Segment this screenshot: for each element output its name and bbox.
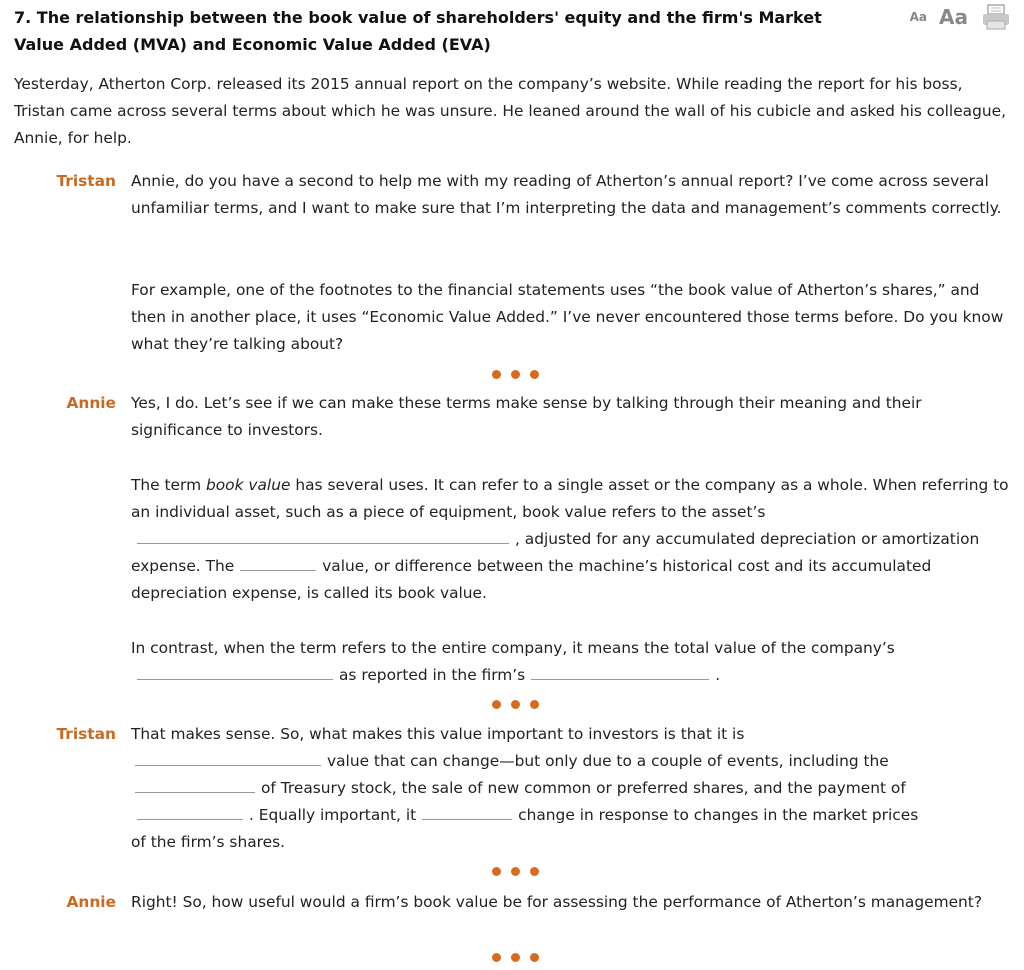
intro-paragraph: Yesterday, Atherton Corp. released its 2015 annual report on the company’s website. While reading the report for his boss, Tristan came across several terms about which he was unsure. He leaned around the wall of his cubicle and asked his colleague, Annie, for help. [14, 75, 1006, 147]
asset-adjusted-value-blank[interactable] [240, 556, 316, 571]
speaker-annie: Annie [66, 893, 116, 911]
financial-statement-blank[interactable] [531, 665, 709, 680]
asset-value-blank[interactable] [137, 529, 509, 544]
company-value-blank[interactable] [137, 665, 333, 680]
annie-paragraph-3: In contrast, when the term refers to the entire company, it means the total value of the company’sas reported in the firm’s . [131, 639, 895, 684]
increase-font-button[interactable]: Aa [939, 5, 968, 29]
ellipsis-separator [492, 370, 542, 380]
market-change-blank[interactable] [422, 805, 512, 820]
annie-paragraph-2: The term book value has several uses. It can refer to a single asset or the company as a whole. When referring to an individual asset, such as a piece of equipment, book value refers to the asset’s, adjusted for any accumulated depreciation or amortization expense. The value, or difference between the machine’s historical cost and its accumulated depreciation expense, is called its book value. [131, 476, 1009, 602]
ellipsis-separator [492, 700, 542, 710]
treasury-stock-action-blank[interactable] [135, 778, 255, 793]
ellipsis-separator [492, 867, 542, 877]
decrease-font-button[interactable]: Aa [909, 10, 928, 24]
speaker-annie: Annie [66, 394, 116, 412]
question-title: 7. The relationship between the book value of shareholders' equity and the firm's Market Value Added (MVA) and Economic Value Added (EVA) [14, 8, 822, 54]
annie-paragraph-4: Right! So, how useful would a firm’s book value be for assessing the performance of Atherton’s management? [131, 893, 983, 911]
printer-icon[interactable] [982, 4, 1010, 30]
book-value-term: book value [205, 476, 291, 494]
payment-of-blank[interactable] [137, 805, 243, 820]
annie-paragraph-1: Yes, I do. Let’s see if we can make these terms make sense by talking through their meaning and their significance to investors. [131, 394, 922, 439]
toolbar [910, 4, 1010, 30]
tristan-paragraph-1: Annie, do you have a second to help me with my reading of Atherton’s annual report? I’ve come across several unfamiliar terms, and I want to make sure that I’m interpreting the data and management’s comments correctly. [131, 172, 1002, 217]
tristan-paragraph-2: For example, one of the footnotes to the financial statements uses “the book value of Atherton’s shares,” and then in another place, it uses “Economic Value Added.” I’ve never encountered those terms before. Do you know what they’re talking about? [131, 281, 1004, 353]
value-type-blank[interactable] [135, 751, 321, 766]
ellipsis-separator [492, 953, 542, 963]
speaker-tristan: Tristan [56, 172, 116, 190]
speaker-tristan: Tristan [56, 725, 116, 743]
tristan-paragraph-3: That makes sense. So, what makes this value important to investors is that it isvalue that can change—but only due to a couple of events, including theof Treasury stock, the sale of new common or preferred shares, and the payment of. Equally important, it change in response to changes in the market prices of the firm’s shares. [131, 725, 919, 851]
